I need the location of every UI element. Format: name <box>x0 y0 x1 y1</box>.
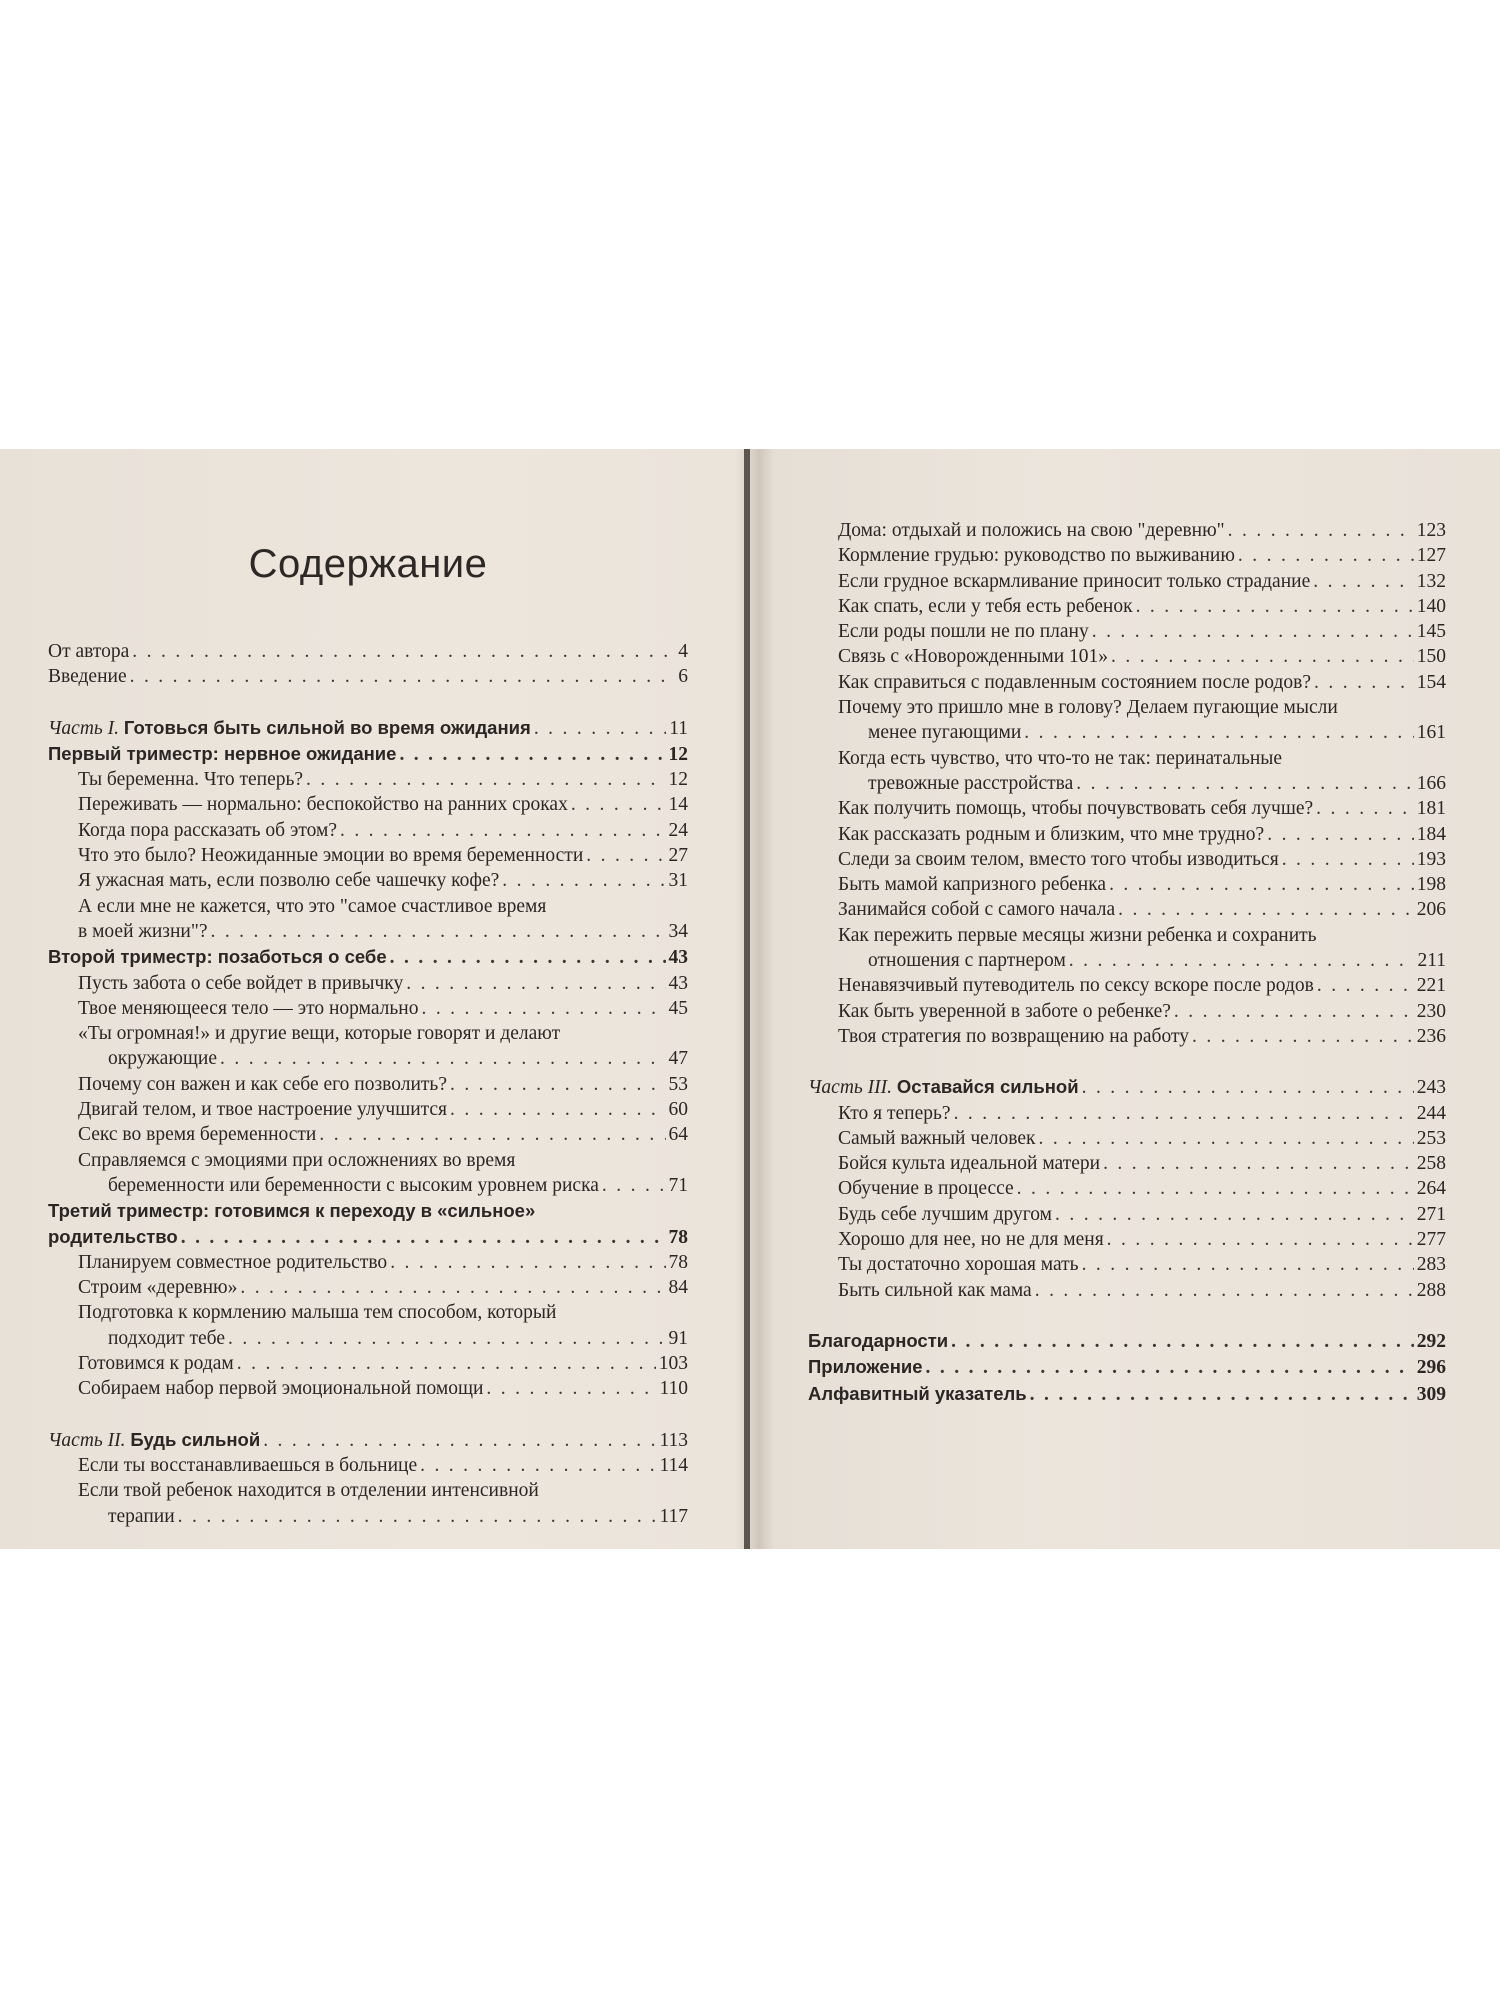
toc-page-number: 150 <box>1416 646 1446 668</box>
toc-entry <box>808 1381 1446 1407</box>
toc-leader-dots <box>1316 796 1414 821</box>
toc-entry-label: Как быть уверенной в заботе о ребенке? <box>838 1000 1171 1022</box>
toc-leader-dots <box>237 1351 656 1376</box>
toc-entry-line: «Ты огромная!» и другие вещи, которые говорят и делают <box>78 1023 561 1045</box>
toc-entry-line: Подготовка к кормлению малыша тем способом, который <box>78 1302 557 1324</box>
toc-page-number: 271 <box>1416 1203 1446 1225</box>
toc-page-number: 123 <box>1416 520 1446 541</box>
toc-entry <box>808 1354 1446 1380</box>
toc-page-number: 91 <box>668 1327 688 1349</box>
toc-entry-label: Строим «деревню» <box>78 1277 238 1299</box>
toc-entry <box>808 720 1446 745</box>
toc-leader-dots <box>954 1101 1414 1126</box>
toc-entry-line: Почему это пришло мне в голову? Делаем пугающие мысли <box>838 697 1338 719</box>
toc-entry-label: Хорошо для нее, но не для меня <box>838 1229 1104 1251</box>
toc-entry <box>48 1097 688 1122</box>
toc-entry-label: Ненавязчивый путеводитель по сексу вскоре после родов <box>838 975 1314 997</box>
toc-leader-dots <box>340 818 666 843</box>
toc-entry-label: менее пугающими <box>868 722 1022 744</box>
toc-entry <box>48 664 688 689</box>
toc-page-number: 43 <box>668 947 688 969</box>
toc-entry <box>48 996 688 1021</box>
toc-entry-label: Быть сильной как мама <box>838 1279 1032 1301</box>
toc-entry-label: Занимайся собой с самого начала <box>838 899 1116 921</box>
toc-entry-label: Как справиться с подавленным состоянием после родов? <box>838 671 1312 693</box>
toc-page-number: 184 <box>1416 823 1446 845</box>
toc-page-number: 45 <box>668 997 688 1019</box>
toc-part-heading <box>48 1427 688 1453</box>
toc-leader-dots <box>1017 1176 1414 1201</box>
toc-page-number: 12 <box>668 743 688 765</box>
left-page <box>48 530 688 1529</box>
toc-page-number: 6 <box>678 666 688 688</box>
toc-leader-dots <box>1069 948 1415 973</box>
toc-part-heading <box>808 1074 1446 1100</box>
toc-entry <box>808 670 1446 695</box>
toc-entry <box>48 944 688 970</box>
toc-entry <box>48 1046 688 1071</box>
toc-leader-dots <box>450 1072 666 1097</box>
toc-entry-label: Бойся культа идеальной матери <box>838 1153 1101 1175</box>
toc-entry-label: Следи за своим телом, вместо того чтобы изводиться <box>838 848 1279 870</box>
toc-entry-label: Готовимся к родам <box>78 1353 234 1375</box>
toc-page-number: 236 <box>1416 1025 1446 1047</box>
toc-section-heading-line: Третий триместр: готовимся к переходу в «сильное» <box>48 1200 536 1222</box>
toc-entry <box>808 1151 1446 1176</box>
toc-entry-label: Алфавитный указатель <box>808 1382 1027 1404</box>
toc-entry <box>48 1376 688 1401</box>
toc-entry-line: Когда есть чувство, что что-то не так: перинатальные <box>838 747 1283 769</box>
toc-leader-dots <box>406 971 665 996</box>
toc-leader-dots <box>228 1326 666 1351</box>
toc-entry-label: Связь с «Новорожденными 101» <box>838 646 1109 668</box>
toc-entry-label: Когда пора рассказать об этом? <box>78 819 337 841</box>
toc-leader-dots <box>602 1173 666 1198</box>
toc-entry-label: родительство <box>48 1225 178 1247</box>
toc-entry-label: Как спать, если у тебя есть ребенок <box>838 595 1133 617</box>
toc-entry-label: Если роды пошли не по плану <box>838 621 1089 643</box>
toc-entry-label: Второй триместр: позаботься о себе <box>48 946 387 968</box>
toc-entry <box>48 741 688 767</box>
toc-entry <box>808 1202 1446 1227</box>
toc-entry <box>808 796 1446 821</box>
toc-entry-label: Ты беременна. Что теперь? <box>78 769 304 791</box>
toc-entry-label: отношения с партнером <box>868 950 1066 972</box>
toc-entry <box>48 1453 688 1478</box>
toc-entry <box>48 767 688 792</box>
toc-entry <box>808 1024 1446 1049</box>
toc-part-prefix: Часть III. <box>808 1077 897 1099</box>
toc-page-number: 230 <box>1416 1000 1446 1022</box>
toc-leader-dots <box>390 945 666 970</box>
toc-page-number: 31 <box>668 870 688 892</box>
toc-leader-dots <box>1118 897 1414 922</box>
toc-leader-dots <box>1082 1075 1414 1100</box>
toc-leader-dots <box>1107 1227 1414 1252</box>
toc-page-number: 64 <box>668 1124 688 1146</box>
toc-entry <box>48 1173 688 1198</box>
toc-entry <box>808 872 1446 897</box>
toc-page-number: 113 <box>659 1429 688 1451</box>
toc-entry-label: Кто я теперь? <box>838 1102 951 1124</box>
toc-leader-dots <box>306 767 665 792</box>
toc-entry-label: Обучение в процессе <box>838 1178 1014 1200</box>
toc-entry <box>48 1250 688 1275</box>
toc-entry <box>808 847 1446 872</box>
toc-leader-dots <box>240 1275 665 1300</box>
toc-entry-label: Планируем совместное родительство <box>78 1251 388 1273</box>
toc-entry-label: Кормление грудью: руководство по выживанию <box>838 545 1235 567</box>
toc-page-number: 211 <box>1417 950 1446 972</box>
toc-page-number: 244 <box>1416 1102 1446 1124</box>
toc-page-number: 198 <box>1416 874 1446 896</box>
toc-page-number: 53 <box>668 1073 688 1095</box>
toc-entry-label: Двигай телом, и твое настроение улучшится <box>78 1099 448 1121</box>
toc-page-number: 34 <box>668 920 688 942</box>
toc-entry-label: тревожные расстройства <box>868 772 1074 794</box>
toc-page-number: 166 <box>1416 772 1446 794</box>
toc-page-number: 145 <box>1416 621 1446 643</box>
toc-entry <box>808 594 1446 619</box>
toc-entry-label: Секс во время беременности <box>78 1124 317 1146</box>
toc-page-number: 114 <box>659 1454 688 1476</box>
toc-entry-line: А если мне не кажется, что это "самое счастливое время <box>78 895 547 917</box>
toc-leader-dots <box>1136 594 1414 619</box>
toc-entry-label: окружающие <box>108 1048 218 1070</box>
toc-leader-dots <box>1174 999 1414 1024</box>
toc-entry-label: Самый важный человек <box>838 1127 1036 1149</box>
toc-part-label <box>48 715 531 741</box>
toc-leader-dots <box>586 843 665 868</box>
toc-entry <box>48 792 688 817</box>
toc-page-number: 221 <box>1416 975 1446 997</box>
toc-part-title: Будь сильной <box>130 1428 261 1450</box>
toc-entry <box>48 1504 688 1529</box>
toc-leader-dots <box>1039 1126 1414 1151</box>
toc-entry-label: Переживать — нормально: беспокойство на ранних сроках <box>78 794 568 816</box>
toc-leader-dots <box>178 1504 657 1529</box>
toc-entry-line: Если твой ребенок находится в отделении интенсивной <box>78 1480 539 1502</box>
toc-entry-label: Твоя стратегия по возвращению на работу <box>838 1025 1189 1047</box>
toc-entry-label: Собираем набор первой эмоциональной помощи <box>78 1378 484 1400</box>
toc-entry <box>808 1176 1446 1201</box>
toc-page-number: 154 <box>1416 671 1446 693</box>
toc-page-number: 84 <box>668 1277 688 1299</box>
toc-page-number: 283 <box>1416 1254 1446 1276</box>
toc-entry-label: Как получить помощь, чтобы почувствовать себя лучше? <box>838 798 1314 820</box>
toc-page-number: 243 <box>1416 1077 1446 1099</box>
toc-entry <box>808 822 1446 847</box>
toc-entry <box>48 1072 688 1097</box>
toc-leader-dots <box>502 868 665 893</box>
toc-leader-dots <box>130 664 676 689</box>
toc-page-number: 264 <box>1416 1178 1446 1200</box>
book-gutter <box>744 449 750 1549</box>
toc-page-number: 277 <box>1416 1229 1446 1251</box>
toc-entry <box>48 639 688 664</box>
toc-leader-dots <box>486 1376 656 1401</box>
toc-leader-dots <box>1267 822 1414 847</box>
toc-page-number: 253 <box>1416 1127 1446 1149</box>
toc-entry-line: Справляемся с эмоциями при осложнениях во время <box>78 1149 516 1171</box>
toc-leader-dots <box>1111 644 1414 669</box>
toc-entry-label: Введение <box>48 666 127 688</box>
toc-leader-dots <box>1228 518 1414 543</box>
page-title: Содержание <box>248 542 488 586</box>
toc-leader-dots <box>1055 1202 1414 1227</box>
toc-entry <box>808 1227 1446 1252</box>
toc-leader-dots <box>1103 1151 1414 1176</box>
toc-leader-dots <box>1024 720 1414 745</box>
toc-entry <box>48 1351 688 1376</box>
right-page <box>808 518 1446 1407</box>
toc-part-label <box>808 1074 1079 1100</box>
toc-entry <box>808 771 1446 796</box>
toc-entry <box>48 1275 688 1300</box>
toc-entry-label: Благодарности <box>808 1329 949 1351</box>
toc-entry-label: От автора <box>48 641 130 662</box>
toc-entry-label: Я ужасная мать, если позволю себе чашечку кофе? <box>78 870 500 892</box>
toc-entry <box>48 1122 688 1147</box>
toc-entry <box>808 1101 1446 1126</box>
toc-entry <box>808 897 1446 922</box>
toc-part-title: Оставайся сильной <box>896 1076 1079 1098</box>
toc-entry <box>808 1328 1446 1354</box>
toc-leader-dots <box>181 1225 666 1250</box>
toc-entry <box>48 1224 688 1250</box>
toc-leader-dots <box>1082 1252 1414 1277</box>
toc-entry <box>808 1126 1446 1151</box>
toc-page-number: 309 <box>1416 1383 1446 1405</box>
toc-page-number: 103 <box>658 1353 688 1375</box>
toc-entry-label: Дома: отдыхай и положись на свою "деревню" <box>838 520 1225 541</box>
toc-leader-dots <box>1030 1382 1414 1407</box>
toc-entry <box>808 973 1446 998</box>
toc-entry <box>808 543 1446 568</box>
toc-part-heading <box>48 715 688 741</box>
toc-entry-label: терапии <box>108 1505 175 1527</box>
toc-page-number: 12 <box>668 769 688 791</box>
toc-leader-dots <box>1282 847 1414 872</box>
toc-page-number: 127 <box>1416 545 1446 567</box>
toc-entry <box>48 919 688 944</box>
toc-leader-dots <box>450 1097 665 1122</box>
toc-page-number: 71 <box>668 1174 688 1196</box>
toc-entry-label: Как рассказать родным и близким, что мне трудно? <box>838 823 1265 845</box>
toc-leader-dots <box>1035 1278 1414 1303</box>
toc-leader-dots <box>263 1428 656 1453</box>
toc-page-number: 110 <box>659 1378 688 1400</box>
toc-entry <box>808 999 1446 1024</box>
toc-entry <box>808 948 1446 973</box>
toc-entry-label: Пусть забота о себе войдет в привычку <box>78 972 404 994</box>
toc-entry-label: Быть мамой капризного ребенка <box>838 874 1107 896</box>
toc-page-number: 11 <box>669 717 688 739</box>
toc-page-number: 288 <box>1416 1279 1446 1301</box>
toc-entry <box>808 569 1446 594</box>
toc-leader-dots <box>220 1046 665 1071</box>
toc-page-number: 14 <box>668 794 688 816</box>
toc-part-prefix: Часть II. <box>48 1429 131 1451</box>
toc-entry-label: Твое меняющееся тело — это нормально <box>78 997 419 1019</box>
toc-page-number: 27 <box>668 845 688 867</box>
toc-page-number: 43 <box>668 972 688 994</box>
toc-part-label <box>48 1427 260 1453</box>
toc-leader-dots <box>1192 1024 1414 1049</box>
toc-page-number: 296 <box>1416 1357 1446 1379</box>
toc-page-number: 140 <box>1416 595 1446 617</box>
toc-entry-label: в моей жизни"? <box>78 920 208 942</box>
toc-leader-dots <box>319 1122 665 1147</box>
toc-entry <box>808 1252 1446 1277</box>
toc-leader-dots <box>1314 670 1414 695</box>
toc-part-title: Готовься быть сильной во время ожидания <box>123 716 531 738</box>
toc-entry-label: Если грудное вскармливание приносит только страдание <box>838 570 1311 592</box>
toc-page-number: 292 <box>1416 1330 1446 1352</box>
toc-page-number: 117 <box>659 1505 688 1527</box>
toc-part-prefix: Часть I. <box>48 717 124 739</box>
toc-leader-dots <box>420 1453 656 1478</box>
toc-page-number: 78 <box>668 1226 688 1248</box>
toc-entry-label: Ты достаточно хорошая мать <box>838 1254 1079 1276</box>
toc-entry <box>48 818 688 843</box>
toc-page-number: 4 <box>678 641 688 662</box>
toc-entry <box>808 644 1446 669</box>
toc-entry <box>808 518 1446 543</box>
toc-entry-label: Если ты восстанавливаешься в больнице <box>78 1454 418 1476</box>
toc-entry-label: подходит тебе <box>108 1327 225 1349</box>
toc-leader-dots <box>1317 973 1414 998</box>
toc-leader-dots <box>534 716 666 741</box>
toc-page-number: 161 <box>1416 722 1446 744</box>
toc-page-number: 132 <box>1416 570 1446 592</box>
toc-leader-dots <box>1238 543 1414 568</box>
toc-entry <box>808 619 1446 644</box>
toc-leader-dots <box>1109 872 1414 897</box>
toc-entry <box>48 971 688 996</box>
toc-entry <box>48 1326 688 1351</box>
toc-page-number: 78 <box>668 1251 688 1273</box>
toc-entry-line: Как пережить первые месяцы жизни ребенка и сохранить <box>838 924 1317 946</box>
toc-leader-dots <box>951 1329 1414 1354</box>
toc-leader-dots <box>1092 619 1414 644</box>
toc-entry-label: Будь себе лучшим другом <box>838 1203 1053 1225</box>
toc-entry-label: беременности или беременности с высоким уровнем риска <box>108 1174 599 1196</box>
toc-entry-label: Приложение <box>808 1356 923 1378</box>
toc-leader-dots <box>210 919 665 944</box>
toc-leader-dots <box>421 996 665 1021</box>
toc-entry <box>808 1278 1446 1303</box>
toc-page-number: 181 <box>1416 798 1446 820</box>
toc-page-number: 193 <box>1416 848 1446 870</box>
toc-page-number: 60 <box>668 1099 688 1121</box>
toc-page-number: 24 <box>668 819 688 841</box>
toc-entry <box>48 868 688 893</box>
toc-leader-dots <box>571 792 666 817</box>
toc-leader-dots <box>132 639 675 664</box>
toc-entry-label: Первый триместр: нервное ожидание <box>48 742 397 764</box>
toc-entry-label: Почему сон важен и как себе его позволить? <box>78 1073 447 1095</box>
toc-page-number: 47 <box>668 1048 688 1070</box>
toc-entry <box>48 843 688 868</box>
toc-page-number: 206 <box>1416 899 1446 921</box>
toc-page-number: 258 <box>1416 1153 1446 1175</box>
toc-leader-dots <box>399 742 665 767</box>
toc-leader-dots <box>926 1355 1414 1380</box>
toc-entry-label: Что это было? Неожиданные эмоции во время беременности <box>78 845 584 867</box>
toc-leader-dots <box>390 1250 665 1275</box>
toc-leader-dots <box>1313 569 1414 594</box>
toc-leader-dots <box>1076 771 1414 796</box>
